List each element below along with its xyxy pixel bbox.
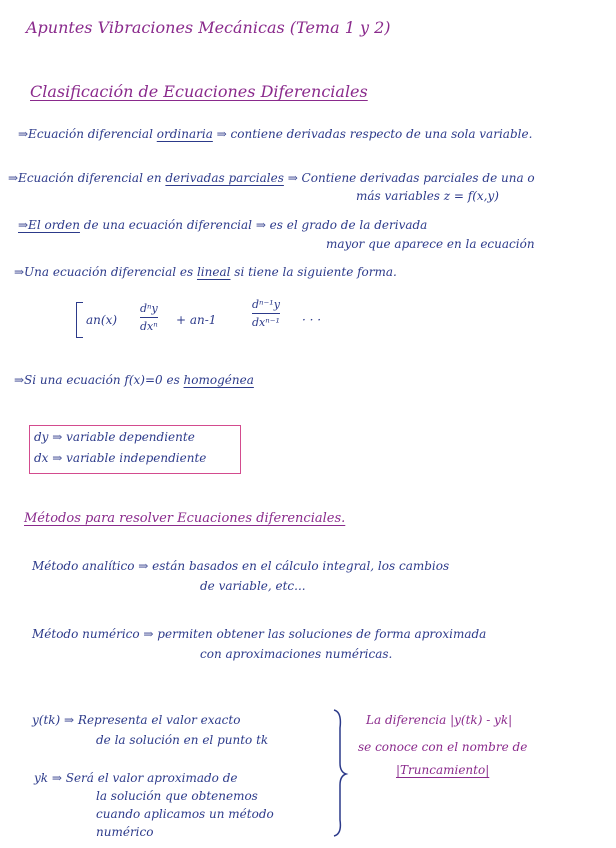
difference-truncamiento: |Truncamiento|	[396, 763, 490, 777]
item-lineal-key: lineal	[196, 265, 231, 279]
item-lineal-post: si tiene la siguiente forma.	[230, 265, 397, 279]
box-line-dependiente: dy ⇒ variable dependiente	[34, 430, 195, 444]
metodo-analitico-line2: de variable, etc...	[200, 579, 306, 593]
item-ordinaria-key: ordinaria	[156, 127, 213, 141]
item-ordinaria-pre: ⇒Ecuación diferencial	[18, 127, 157, 141]
item-homogenea-key: homogénea	[183, 373, 254, 387]
formula-den1: dxⁿ	[140, 320, 158, 333]
formula-num1: dⁿy	[140, 302, 158, 315]
item-orden	[18, 219, 427, 231]
difference-line1: La diferencia |y(tk) - yk|	[366, 713, 513, 727]
approx-value-line4: numérico	[96, 825, 154, 839]
item-homogenea	[14, 374, 254, 386]
formula-bar1	[140, 317, 158, 318]
item-ordinaria	[18, 128, 532, 140]
linear-formula	[76, 298, 336, 342]
exact-value-line2: de la solución en el punto tk	[96, 733, 269, 747]
item-parciales-pre: ⇒Ecuación diferencial en	[8, 171, 166, 185]
section-heading-metodos: Métodos para resolver Ecuaciones diferenciales.	[24, 511, 346, 526]
curly-brace-icon	[330, 708, 350, 838]
formula-den2: dxⁿ⁻¹	[252, 316, 280, 329]
item-parciales-line2: más variables z = f(x,y)	[356, 189, 499, 203]
page-title: Apuntes Vibraciones Mecánicas (Tema 1 y 2)	[26, 18, 391, 37]
formula-bar2	[252, 313, 280, 314]
formula-num2: dⁿ⁻¹y	[252, 298, 280, 311]
approx-value-line1: yk ⇒ Será el valor aproximado de	[34, 771, 238, 785]
formula-frac2	[252, 298, 280, 329]
formula-frac1	[140, 302, 158, 333]
item-orden-key: ⇒El orden	[18, 218, 80, 232]
item-orden-line2: mayor que aparece en la ecuación	[326, 237, 535, 251]
formula-dots: · · ·	[302, 313, 322, 327]
approx-value-line2: la solución que obtenemos	[96, 789, 258, 803]
item-orden-post: de una ecuación diferencial ⇒ es el grado de la derivada	[79, 218, 428, 232]
item-parciales	[8, 172, 535, 184]
formula-plus: + an-1	[176, 313, 217, 327]
item-homogenea-pre: ⇒Si una ecuación f(x)=0 es	[14, 373, 184, 387]
box-line-independiente: dx ⇒ variable independiente	[34, 451, 207, 465]
formula-coef1: an(x)	[86, 313, 118, 327]
item-parciales-post: ⇒ Contiene derivadas parciales de una o	[283, 171, 535, 185]
metodo-numerico-line2: con aproximaciones numéricas.	[200, 647, 393, 661]
metodo-numerico-line1: Método numérico ⇒ permiten obtener las soluciones de forma aproximada	[32, 627, 487, 641]
item-lineal-pre: ⇒Una ecuación diferencial es	[14, 265, 197, 279]
formula-bracket-left	[76, 302, 83, 338]
item-parciales-key: derivadas parciales	[165, 171, 284, 185]
difference-line2: se conoce con el nombre de	[358, 740, 528, 754]
exact-value-line1: y(tk) ⇒ Representa el valor exacto	[32, 713, 241, 727]
item-ordinaria-post: ⇒ contiene derivadas respecto de una sola variable.	[212, 127, 533, 141]
section-heading-clasificacion: Clasificación de Ecuaciones Diferenciales	[30, 82, 368, 101]
metodo-analitico-line1: Método analítico ⇒ están basados en el cálculo integral, los cambios	[32, 559, 450, 573]
item-lineal	[14, 266, 397, 278]
approx-value-line3: cuando aplicamos un método	[96, 807, 274, 821]
